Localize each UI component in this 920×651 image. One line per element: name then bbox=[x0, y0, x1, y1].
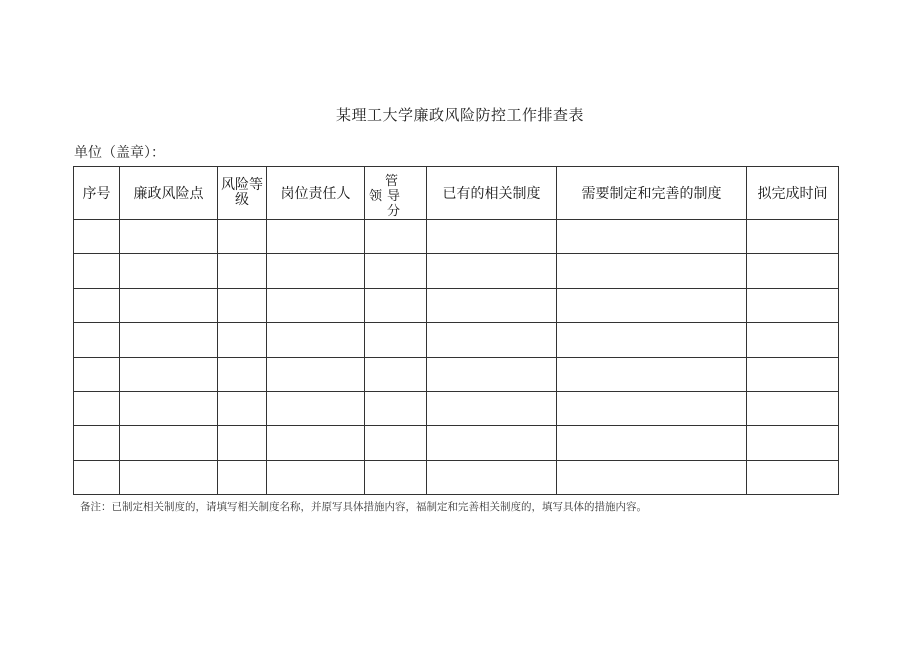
table-cell[interactable] bbox=[120, 323, 218, 357]
table-cell[interactable] bbox=[74, 460, 120, 494]
table-cell[interactable] bbox=[218, 288, 267, 322]
table-cell[interactable] bbox=[218, 391, 267, 425]
header-risk-level-line2: 级 bbox=[235, 192, 249, 208]
page-title: 某理工大学廉政风险防控工作排查表 bbox=[335, 106, 584, 124]
table-cell[interactable] bbox=[218, 254, 267, 288]
table-cell[interactable] bbox=[120, 254, 218, 288]
table-cell[interactable] bbox=[120, 288, 218, 322]
table-row bbox=[74, 288, 839, 322]
header-leader-char-1: 领 bbox=[369, 189, 383, 204]
header-leader-char-2: 管 bbox=[385, 174, 399, 189]
table-row bbox=[74, 391, 839, 425]
table-cell[interactable] bbox=[747, 323, 839, 357]
table-row bbox=[74, 323, 839, 357]
table-cell[interactable] bbox=[267, 426, 365, 460]
table-cell[interactable] bbox=[427, 220, 557, 254]
table-body bbox=[74, 220, 839, 495]
header-responsible: 岗位责任人 bbox=[267, 167, 365, 220]
table-cell[interactable] bbox=[557, 220, 747, 254]
table-cell[interactable] bbox=[365, 460, 427, 494]
table-cell[interactable] bbox=[747, 220, 839, 254]
table-cell[interactable] bbox=[218, 323, 267, 357]
table-cell[interactable] bbox=[747, 357, 839, 391]
table-cell[interactable] bbox=[120, 426, 218, 460]
header-leader-char-3: 导 bbox=[387, 189, 401, 204]
table-row bbox=[74, 460, 839, 494]
table-cell[interactable] bbox=[557, 391, 747, 425]
table-cell[interactable] bbox=[74, 323, 120, 357]
header-risk-level-line1: 风险等 bbox=[221, 177, 263, 193]
table-cell[interactable] bbox=[120, 460, 218, 494]
table-cell[interactable] bbox=[120, 391, 218, 425]
table-cell[interactable] bbox=[218, 220, 267, 254]
table-cell[interactable] bbox=[747, 288, 839, 322]
table-row bbox=[74, 357, 839, 391]
table-cell[interactable] bbox=[557, 288, 747, 322]
table-cell[interactable] bbox=[427, 357, 557, 391]
table-cell[interactable] bbox=[267, 288, 365, 322]
table-cell[interactable] bbox=[365, 288, 427, 322]
header-existing-rules: 已有的相关制度 bbox=[427, 167, 557, 220]
table-cell[interactable] bbox=[267, 391, 365, 425]
footnote: 备注：已制定相关制度的，请填写相关制度名称，并原写具体措施内容，福制定和完善相关制度的，填写具体的措施内容。 bbox=[80, 501, 647, 513]
table-cell[interactable] bbox=[427, 288, 557, 322]
risk-check-table bbox=[73, 166, 839, 495]
header-risk-level bbox=[218, 167, 267, 220]
table-cell[interactable] bbox=[427, 254, 557, 288]
table-cell[interactable] bbox=[74, 254, 120, 288]
table-cell[interactable] bbox=[74, 220, 120, 254]
table-cell[interactable] bbox=[218, 426, 267, 460]
table-cell[interactable] bbox=[267, 460, 365, 494]
table-cell[interactable] bbox=[218, 460, 267, 494]
table-header-row bbox=[74, 167, 839, 220]
table-row bbox=[74, 220, 839, 254]
table-cell[interactable] bbox=[365, 357, 427, 391]
header-planned-time: 拟完成时间 bbox=[747, 167, 839, 220]
table-cell[interactable] bbox=[557, 323, 747, 357]
header-leader-char-4: 分 bbox=[387, 204, 401, 219]
table-cell[interactable] bbox=[74, 391, 120, 425]
table-cell[interactable] bbox=[365, 254, 427, 288]
table-cell[interactable] bbox=[120, 220, 218, 254]
header-leader-division bbox=[365, 167, 427, 220]
table-cell[interactable] bbox=[557, 357, 747, 391]
table-cell[interactable] bbox=[427, 323, 557, 357]
table-cell[interactable] bbox=[74, 288, 120, 322]
header-seq: 序号 bbox=[74, 167, 120, 220]
table-cell[interactable] bbox=[427, 460, 557, 494]
unit-label: 单位（盖章）： bbox=[74, 145, 165, 161]
header-rules-needed: 需要制定和完善的制度 bbox=[557, 167, 747, 220]
table-cell[interactable] bbox=[427, 391, 557, 425]
table-cell[interactable] bbox=[427, 426, 557, 460]
header-risk-point: 廉政风险点 bbox=[120, 167, 218, 220]
table-cell[interactable] bbox=[365, 426, 427, 460]
table-cell[interactable] bbox=[747, 460, 839, 494]
table-cell[interactable] bbox=[365, 220, 427, 254]
table-cell[interactable] bbox=[267, 220, 365, 254]
table-cell[interactable] bbox=[74, 426, 120, 460]
table-row bbox=[74, 426, 839, 460]
table-cell[interactable] bbox=[557, 426, 747, 460]
table-row bbox=[74, 254, 839, 288]
table-cell[interactable] bbox=[557, 460, 747, 494]
table-cell[interactable] bbox=[365, 391, 427, 425]
table-cell[interactable] bbox=[267, 254, 365, 288]
table-cell[interactable] bbox=[747, 426, 839, 460]
table-cell[interactable] bbox=[120, 357, 218, 391]
table-cell[interactable] bbox=[74, 357, 120, 391]
table-cell[interactable] bbox=[747, 254, 839, 288]
table-cell[interactable] bbox=[365, 323, 427, 357]
table-cell[interactable] bbox=[267, 357, 365, 391]
table-cell[interactable] bbox=[747, 391, 839, 425]
table-cell[interactable] bbox=[218, 357, 267, 391]
table-cell[interactable] bbox=[557, 254, 747, 288]
table-cell[interactable] bbox=[267, 323, 365, 357]
